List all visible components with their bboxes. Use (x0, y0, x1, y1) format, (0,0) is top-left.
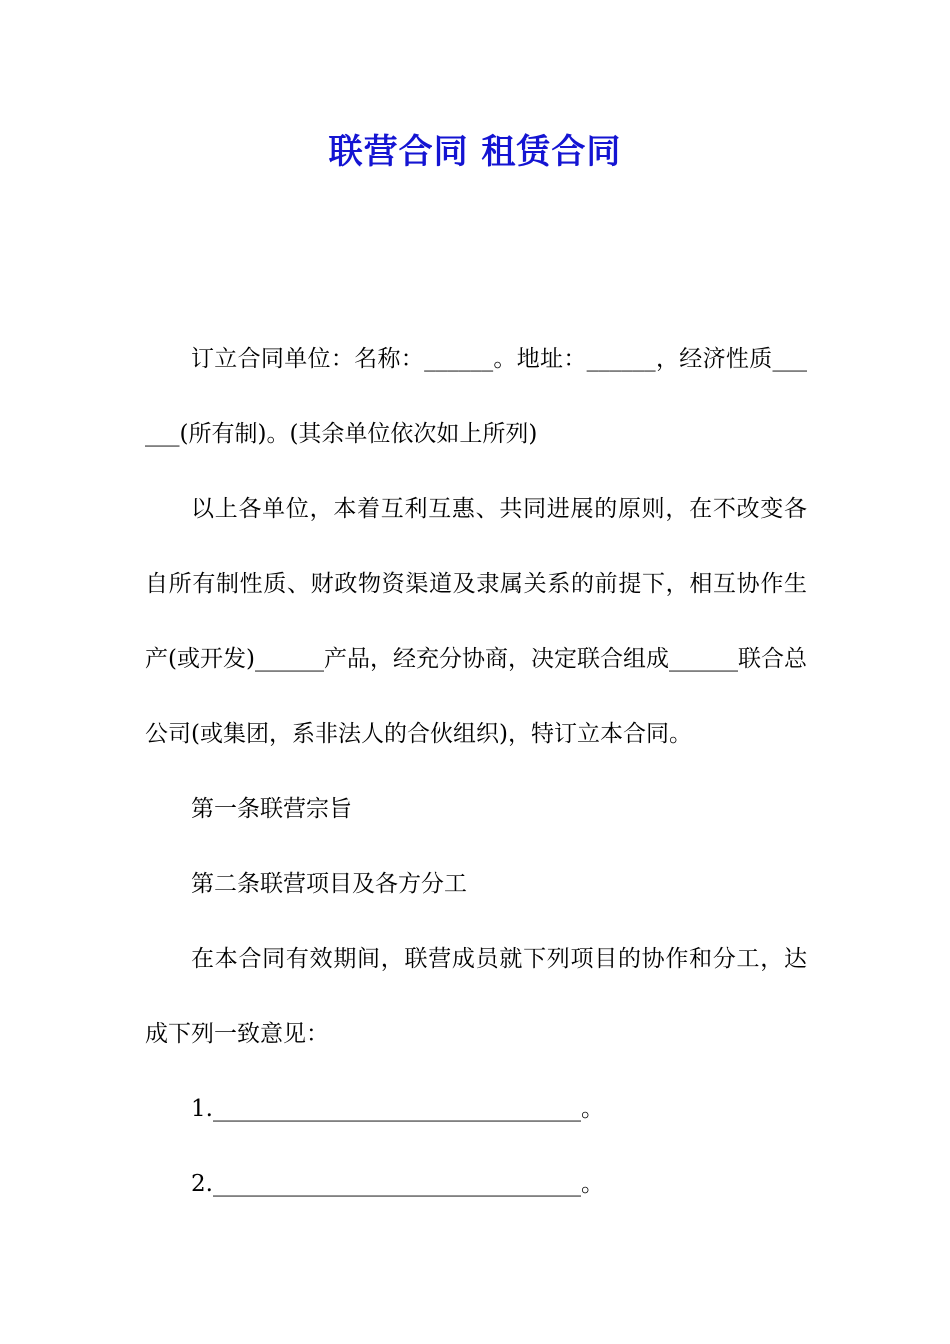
article-1-heading: 第一条联营宗旨 (191, 796, 352, 822)
paragraph-agreement: 在本合同有效期间，联营成员就下列项目的协作和分工，达成下列一致意见： (145, 946, 807, 1047)
document-title: 联营合同 租赁合同 (328, 132, 622, 172)
paragraph-parties: 订立合同单位：名称：______。地址：______，经济性质______(所有制)。(其余单位依次如上所列) (145, 346, 807, 447)
document-body (145, 322, 807, 1222)
list-item-1: 1.________________________________。 (191, 1096, 604, 1122)
paragraph-preamble: 以上各单位，本着互利互惠、共同进展的原则，在不改变各自所有制性质、财政物资渠道及隶属关系的前提下，相互协作生产(或开发)______产品，经充分协商，决定联合组成______联合总公司(或集团，系非法人的合伙组织)，特订立本合同。 (145, 496, 807, 747)
article-2-heading: 第二条联营项目及各方分工 (191, 871, 467, 897)
list-item-2: 2.________________________________。 (191, 1171, 604, 1197)
